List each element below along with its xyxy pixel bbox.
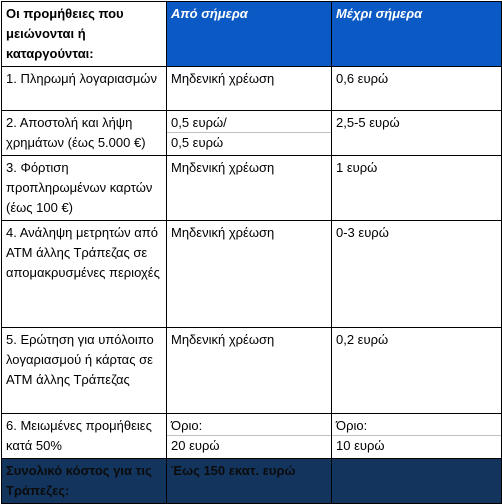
header-from-today: Από σήμερα [167, 2, 332, 67]
from-today-value-line1: Όριο: [171, 418, 203, 433]
until-today-value: 0,2 ευρώ [332, 328, 502, 414]
table-row [2, 221, 502, 328]
until-today-cell [332, 414, 502, 459]
from-today-value-line2: 0,5 ευρώ [171, 135, 224, 150]
from-today-value-line1: 0,5 ευρώ/ [171, 115, 227, 130]
header-until-today: Μέχρι σήμερα [332, 2, 502, 67]
from-today-value-line2: 20 ευρώ [171, 438, 220, 453]
cell-divider [332, 435, 501, 436]
until-today-value: 0,6 ευρώ [332, 67, 502, 111]
until-today-value: 0-3 ευρώ [332, 221, 502, 328]
until-today-value: 1 ευρώ [332, 156, 502, 221]
table-row [2, 414, 502, 459]
table-row [2, 156, 502, 221]
header-fees-label: Οι προμήθειες που μειώνονται ή καταργούνται: [2, 2, 167, 67]
until-today-value-line1: Όριο: [336, 418, 368, 433]
header-row [2, 2, 502, 67]
table-row [2, 328, 502, 414]
footer-total-label: Συνολικό κόστος για τις Τράπεζες: [2, 459, 167, 504]
from-today-value: Μηδενική χρέωση [167, 156, 332, 221]
from-today-value: Μηδενική χρέωση [167, 221, 332, 328]
until-today-value: 2,5-5 ευρώ [332, 111, 502, 156]
row-label: 5. Ερώτηση για υπόλοιπο λογαριασμού ή κάρτας σε ΑΤΜ άλλης Τράπεζας [2, 328, 167, 414]
row-label: 4. Ανάληψη μετρητών από ΑΤΜ άλλης Τράπεζας σε απομακρυσμένες περιοχές [2, 221, 167, 328]
footer-row [2, 459, 502, 504]
row-label: 2. Αποστολή και λήψη χρημάτων (έως 5.000 €) [2, 111, 167, 156]
from-today-value: Μηδενική χρέωση [167, 67, 332, 111]
row-label: 6. Μειωμένες προμήθειες κατά 50% [2, 414, 167, 459]
footer-empty-cell [332, 459, 502, 504]
cell-divider [167, 132, 331, 133]
footer-total-value: Έως 150 εκατ. ευρώ [167, 459, 332, 504]
until-today-value-line2: 10 ευρώ [336, 438, 385, 453]
from-today-value: Μηδενική χρέωση [167, 328, 332, 414]
row-label: 1. Πληρωμή λογαριασμών [2, 67, 167, 111]
cell-divider [167, 435, 331, 436]
from-today-cell [167, 414, 332, 459]
from-today-cell [167, 111, 332, 156]
fees-table [1, 1, 502, 504]
table-row [2, 67, 502, 111]
table-row [2, 111, 502, 156]
row-label: 3. Φόρτιση προπληρωμένων καρτών (έως 100 €) [2, 156, 167, 221]
